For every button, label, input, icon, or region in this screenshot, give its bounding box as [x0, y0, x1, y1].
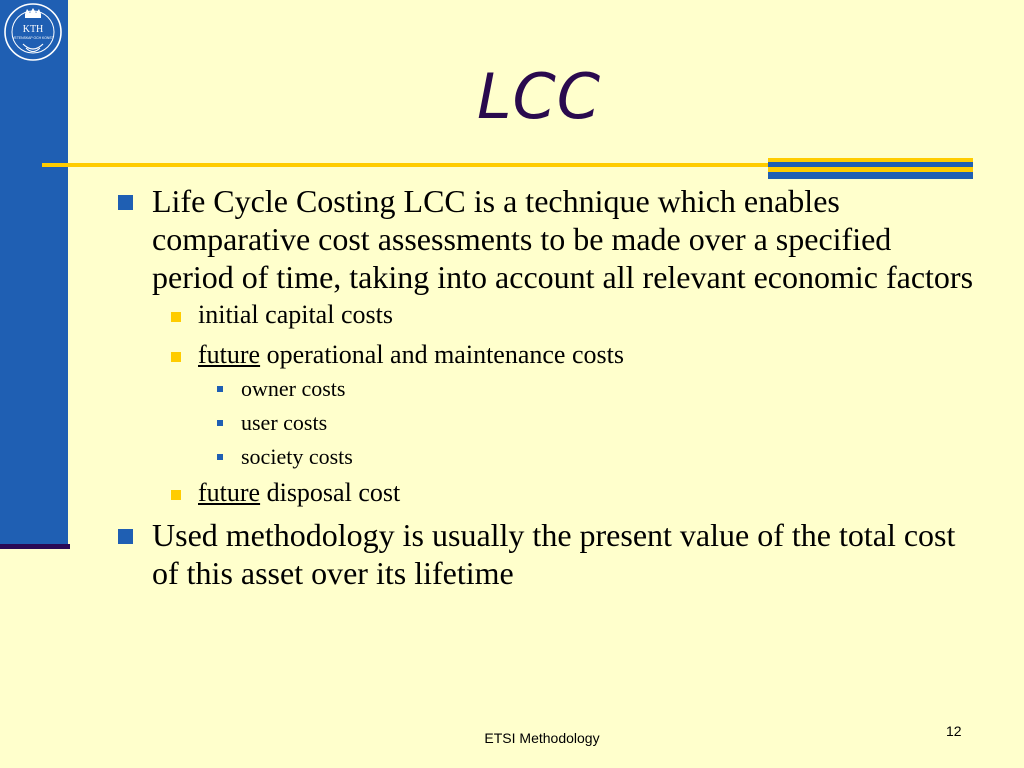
logo-ring-text: VETENSKAP OCH KONST	[12, 36, 54, 40]
square-bullet-icon	[217, 454, 223, 460]
slide-title: LCC	[476, 60, 602, 133]
square-bullet-icon	[217, 420, 223, 426]
bullet-text: Used methodology is usually the present value of the total cost of this asset over its lifetime	[152, 517, 956, 591]
square-bullet-icon	[171, 352, 181, 362]
square-bullet-icon	[217, 386, 223, 392]
sidebar-bottom-line	[0, 544, 70, 549]
square-bullet-icon	[171, 312, 181, 322]
kth-crest-icon	[3, 2, 63, 62]
sub-sub-bullet-text: society costs	[241, 444, 353, 469]
logo-text: KTH	[22, 24, 44, 35]
square-bullet-icon	[171, 490, 181, 500]
square-bullet-icon	[118, 529, 133, 544]
page-number: 12	[946, 723, 962, 739]
sub-bullet-text: disposal cost	[260, 478, 401, 507]
sub-sub-bullet-item	[114, 410, 974, 436]
sub-bullet-item	[114, 340, 974, 370]
sub-sub-bullet-item	[114, 444, 974, 470]
title-accent-bars	[768, 158, 973, 180]
sub-bullet-text: operational and maintenance costs	[260, 340, 624, 369]
sub-bullet-text: initial capital costs	[198, 300, 393, 329]
square-bullet-icon	[118, 195, 133, 210]
sub-bullet-item	[114, 300, 974, 330]
slide-body	[114, 182, 974, 592]
sub-sub-bullet-text: user costs	[241, 410, 328, 435]
bullet-text: Life Cycle Costing LCC is a technique which enables comparative cost assessments to be made over a specified period of time, taking into account all relevant economic factors	[152, 183, 974, 295]
underlined-word: future	[198, 478, 261, 507]
bullet-item	[114, 516, 974, 592]
sub-bullet-item	[114, 478, 974, 508]
title-divider	[42, 163, 772, 167]
bullet-item	[114, 182, 974, 296]
sub-sub-bullet-item	[114, 376, 974, 402]
footer-text: ETSI Methodology	[484, 730, 600, 746]
underlined-word: future	[198, 340, 261, 369]
sub-sub-bullet-text: owner costs	[241, 376, 346, 401]
